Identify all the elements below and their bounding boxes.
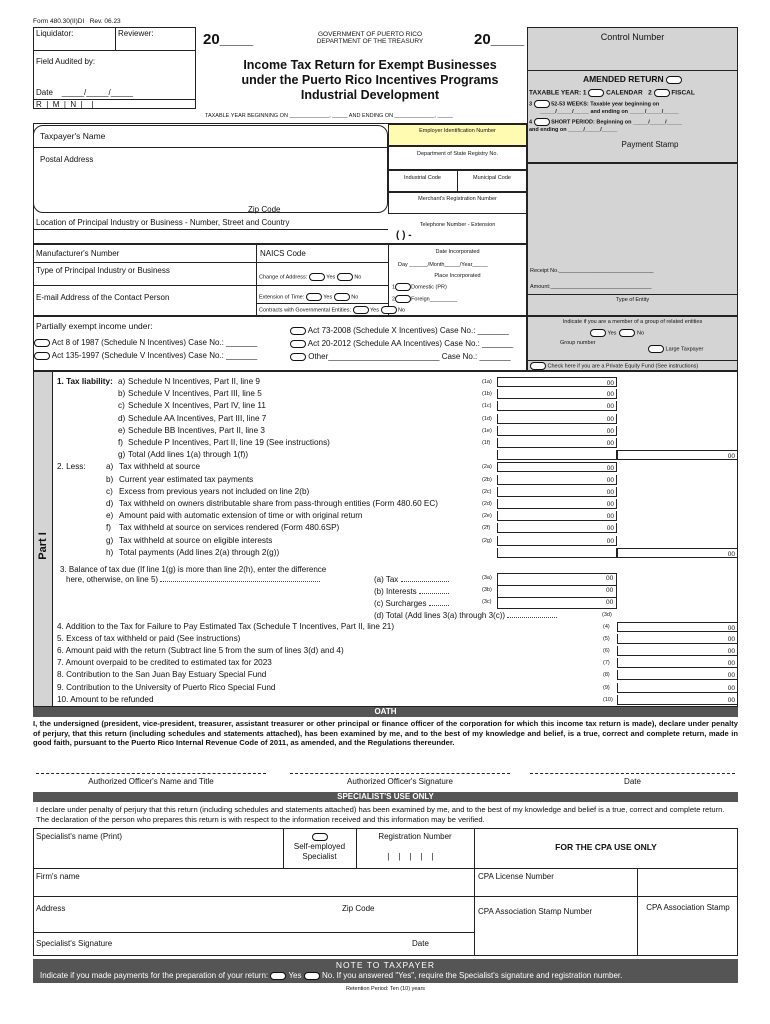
cents-label: 00 [727, 648, 735, 656]
private-equity-option: Check here if you are a Private Equity Fund (See instructions) [530, 362, 698, 370]
amount-field[interactable] [497, 475, 617, 485]
cents-label: 00 [606, 415, 614, 423]
amended-return: AMENDED RETURN [527, 74, 738, 84]
cents-label: 00 [606, 488, 614, 496]
payment-stamp-label: Payment Stamp [621, 140, 679, 149]
line-sub-label: d) [106, 499, 114, 508]
short-period-dates: and ending on _____/_____/_____ [529, 127, 618, 133]
total-amount-field[interactable] [617, 548, 738, 558]
line-text: Tax withheld at source [119, 462, 201, 472]
amount-field[interactable] [497, 438, 617, 448]
group-yes[interactable] [590, 329, 606, 337]
line-text: Total payments (Add lines 2(a) through 2(g)) [119, 547, 280, 557]
line-sub-label: f) [118, 438, 124, 447]
line-ref: (2e) [482, 513, 492, 520]
line-sub-label: f) [106, 523, 112, 533]
note-no-checkbox[interactable] [304, 972, 320, 980]
line-sub-label: e) [106, 511, 114, 521]
ref-3a: (3a) [482, 575, 492, 581]
tax-line-row [0, 658, 770, 668]
short-period-option: 4 SHORT PERIOD: Beginning on _____/_____/_____ [529, 119, 682, 126]
cents-label: 00 [606, 427, 614, 435]
cents-label: 00 [727, 660, 735, 668]
telephone-label: Telephone Number - Extension [419, 222, 496, 228]
officer-signature-label: Authorized Officer's Signature [347, 777, 453, 786]
naics-label: NAICS Code [260, 249, 306, 258]
tax-line-row [0, 634, 770, 644]
extension-no[interactable] [334, 293, 350, 301]
line-ref: (9) [603, 684, 610, 691]
extension-yes[interactable] [306, 293, 322, 301]
taxpayer-name-label: Taxpayer's Name [40, 131, 106, 141]
line3-text1: 3. Balance of tax due (If line 1(g) is more than line 2(h), enter the difference [60, 565, 327, 574]
type-entity-label: Type of Entity [615, 297, 650, 303]
amount-field[interactable] [497, 426, 617, 436]
cents-label: 00 [727, 636, 735, 644]
subtotal-spacer [497, 548, 617, 558]
line-sub-label: c) [106, 486, 113, 496]
line-ref: (2b) [482, 476, 492, 483]
tax-line-row [0, 683, 770, 693]
cents-label: 00 [606, 403, 614, 411]
line-text: Total (Add lines 1(a) through 1(f)) [128, 450, 249, 460]
line3c: (c) Surcharges [374, 599, 449, 608]
municipal-code-label: Municipal Code [473, 175, 511, 181]
act73-option: Act 73-2008 (Schedule X Incentives) Case No.: _______ [290, 326, 509, 335]
amount-field[interactable] [617, 658, 738, 668]
cents-label: 00 [606, 391, 614, 399]
amount-field[interactable] [497, 523, 617, 533]
cents-label: 00 [606, 501, 614, 508]
year-left: 20____ [203, 31, 254, 48]
line-text: Schedule AA Incentives, Part III, line 7 [128, 413, 267, 423]
line-ref: (1d) [482, 415, 492, 422]
specialist-zip-label: Zip Code [342, 904, 375, 913]
act8-option: Act 8 of 1987 (Schedule N Incentives) Case No.: _______ [34, 338, 257, 347]
manufacturer-label: Manufacturer's Number [36, 249, 120, 258]
cents-label: 00 [727, 672, 735, 680]
line-ref: (1e) [482, 427, 492, 434]
address-label: Address [36, 904, 66, 913]
cents-label: 00 [727, 684, 735, 692]
location-label: Location of Principal Industry or Business - Number, Street and Country [36, 218, 290, 227]
other-checkbox[interactable] [290, 353, 306, 361]
line-text: Schedule P Incentives, Part II, line 19 (See instructions) [128, 438, 330, 447]
large-taxpayer-option: Large Taxpayer [648, 345, 703, 353]
line-ref: (6) [603, 648, 610, 655]
line3a: (a) Tax [374, 575, 449, 584]
form-title: Income Tax Return for Exempt Businesses under the Puerto Rico Incentives Programs Industrial Development [241, 58, 499, 102]
ref-3d: (3d) [602, 612, 612, 618]
line3d: (d) Total (Add lines 3(a) through 3(c)) [374, 611, 557, 620]
amount-field[interactable] [497, 414, 617, 424]
tax-line-row [0, 389, 770, 399]
group-member-label: Indicate if you are a member of a group of related entities [562, 319, 703, 325]
liquidator-label: Liquidator: [36, 29, 74, 38]
line-number-label: 1. Tax liability: [57, 377, 113, 386]
cents-label: 00 [727, 696, 735, 704]
tax-line-row [0, 622, 770, 632]
amount-field[interactable] [497, 499, 617, 509]
calendar-checkbox[interactable] [588, 89, 604, 97]
amount-field[interactable] [617, 646, 738, 656]
place-incorporated-label: Place Incorporated [434, 273, 481, 279]
line-text: 6. Amount paid with the return (Subtract line 5 from the sum of lines 3(d) and 4) [57, 646, 344, 656]
line3-amount-box[interactable] [497, 573, 617, 609]
zip-code-label: Zip Code [248, 205, 281, 214]
cpa-stamp-number-label: CPA Association Stamp Number [478, 907, 593, 916]
tax-line-row [0, 646, 770, 656]
cents-label: 00 [606, 440, 614, 447]
tax-line-row [0, 475, 770, 485]
change-address-no[interactable] [337, 273, 353, 281]
tax-line-row [0, 499, 770, 509]
postal-address-label: Postal Address [40, 155, 94, 164]
line-text: Schedule V Incentives, Part III, line 5 [128, 389, 262, 399]
line-sub-label: c) [118, 401, 125, 411]
control-number-label: Control Number [600, 32, 665, 42]
specialist-signature-label: Specialist's Signature [36, 939, 113, 948]
note-title: NOTE TO TAXPAYER [335, 960, 436, 970]
line-sub-label: g) [118, 450, 126, 460]
part-i-label: Part I [37, 532, 49, 560]
oath-date-label: Date [624, 777, 641, 786]
ref-3b: (3b) [482, 587, 492, 593]
tax-line-row [0, 426, 770, 436]
amount-field[interactable] [497, 487, 617, 497]
taxable-year-line: TAXABLE YEAR BEGINNING ON _____________, _____ AND ENDING ON _____________, _____ [205, 113, 453, 119]
line-sub-label: b) [118, 389, 126, 399]
line-text: 5. Excess of tax withheld or paid (See instructions) [57, 634, 241, 644]
registration-field[interactable]: ||||| [387, 852, 443, 861]
line-sub-label: d) [118, 413, 126, 423]
cents-label: 00 [606, 537, 614, 545]
cpa-license-label: CPA License Number [478, 872, 554, 881]
contracts-yes[interactable] [353, 306, 369, 314]
cents-label: 00 [727, 550, 735, 558]
line-text: Schedule X Incentives, Part IV, line 11 [128, 401, 266, 411]
line-ref: (1a) [482, 379, 492, 385]
line-ref: (2f) [482, 525, 491, 532]
private-equity-checkbox[interactable] [530, 362, 546, 370]
telephone-field[interactable]: ( ) - [396, 230, 412, 241]
ref-3c: (3c) [482, 599, 492, 605]
large-taxpayer-checkbox[interactable] [648, 345, 664, 353]
line-sub-label: h) [106, 547, 114, 557]
line-ref: (2c) [482, 488, 492, 495]
amount-field[interactable] [617, 622, 738, 632]
taxable-year-options: TAXABLE YEAR: 1 CALENDAR 2 FISCAL [529, 89, 695, 97]
group-no[interactable] [619, 329, 635, 337]
line-sub-label: a) [106, 462, 114, 472]
oath-text: I, the undersigned (president, vice-president, treasurer, assistant treasurer or other principal or finance officer of the corporation for which this income tax return is made), declare under penalty of perjury, that this return (including schedules and statements attached), has been examined by me, and to the best of my knowledge and belief, is a true, correct and complete return, made in good faith, pursuant to the Puerto Rico Internal Revenue Code of 2011, as amended, and the Regulations thereunder. [33, 719, 738, 747]
tax-line-row [0, 377, 770, 387]
tax-line-row [0, 523, 770, 533]
cpa-use-title: FOR THE CPA USE ONLY [555, 842, 657, 852]
email-label: E-mail Address of the Contact Person [36, 293, 170, 302]
act8-checkbox[interactable] [34, 339, 50, 347]
line-text: Schedule N Incentives, Part II, line 9 [128, 377, 260, 386]
line-ref: (7) [603, 660, 610, 667]
reviewer-label: Reviewer: [118, 29, 154, 38]
dsr-label: Department of State Registry No. [416, 151, 498, 157]
tax-line-row [0, 450, 770, 460]
fiscal-checkbox[interactable] [654, 89, 670, 97]
oath-title: OATH [374, 707, 397, 716]
line-ref: (1b) [482, 391, 492, 398]
line-sub-label: b) [106, 474, 114, 484]
act135-checkbox[interactable] [34, 352, 50, 360]
group-member-options: Yes No [590, 329, 644, 337]
cents-label: 00 [606, 513, 614, 521]
date-label: Date _____/_____/_____ [36, 88, 133, 97]
amount-label: Amount:_________________________________ [530, 284, 652, 290]
amount-field[interactable] [617, 683, 738, 693]
line-text: 10. Amount to be refunded [57, 694, 154, 704]
act20-checkbox[interactable] [290, 340, 306, 348]
tax-line-row [0, 511, 770, 521]
form-id: Form 480.30(II)DI Rev. 06.23 [33, 18, 121, 25]
line-text: Schedule BB Incentives, Part II, line 3 [128, 425, 265, 435]
line-text: 9. Contribution to the University of Puerto Rico Special Fund [57, 682, 276, 692]
weeks-dates: _____/_____/_____ and ending on _____/_____/_____ [540, 109, 679, 115]
amount-field[interactable] [617, 695, 738, 705]
cents-label: 00 [606, 465, 614, 473]
line-text: Excess from previous years not included on line 2(b) [119, 486, 310, 496]
cents-label: 00 [606, 525, 614, 533]
line-text: 8. Contribution to the San Juan Bay Estuary Special Fund [57, 670, 267, 680]
line3-text2: here, otherwise, on line 5) [66, 575, 320, 584]
receipt-label: Receipt No._______________________________ [530, 268, 654, 274]
act73-checkbox[interactable] [290, 327, 306, 335]
line-text: Amount paid with automatic extension of time or with original return [119, 511, 363, 521]
line-ref: (10) [603, 696, 613, 703]
self-employed-option: Self-employed Specialist [283, 832, 356, 862]
amount-field[interactable] [497, 389, 617, 399]
cents-3b: 00 [606, 587, 614, 594]
line-ref: (2a) [482, 464, 492, 471]
line-ref: (2g) [482, 537, 492, 544]
foreign-option: 2 Foreign_________ [392, 296, 458, 303]
line-ref: (2d) [482, 501, 492, 507]
amount-field[interactable] [497, 536, 617, 546]
field-audited-label: Field Audited by: [36, 57, 96, 66]
weeks-option: 3 52-53 WEEKS: Taxable year beginning on [529, 101, 660, 108]
act135-option: Act 135-1997 (Schedule V Incentives) Case No.: _______ [34, 351, 257, 360]
line-sub-label: g) [106, 535, 114, 545]
self-employed-checkbox[interactable] [312, 833, 328, 841]
note-text: Indicate if you made payments for the preparation of your return: Yes No. If you answered "Yes", require the Specialist's signature and registration number. [40, 971, 623, 980]
date-incorporated-field[interactable]: Day ______/Month_____/Year_____ [398, 262, 488, 268]
tax-line-row [0, 670, 770, 680]
date-incorporated-label: Date Incorporated [435, 249, 480, 255]
amended-return-checkbox[interactable] [666, 76, 682, 84]
cents-3a: 00 [606, 575, 614, 582]
line-ref: (1f) [482, 440, 491, 446]
tax-line-row [0, 401, 770, 411]
total-amount-field[interactable] [617, 450, 738, 460]
domestic-checkbox[interactable] [395, 283, 411, 291]
tax-line-row [0, 548, 770, 558]
tax-line-row [0, 438, 770, 448]
cents-3c: 00 [606, 599, 614, 606]
contracts-gov: Contracts with Governmental Entities: Yes No [259, 307, 406, 314]
group-number-label: Group number [560, 340, 596, 346]
other-option: Other_________________________ Case No.: _______ [290, 352, 511, 361]
subtotal-spacer [497, 450, 617, 460]
line-ref: (1c) [482, 403, 492, 410]
line-text: 4. Addition to the Tax for Failure to Pay Estimated Tax (Schedule T Incentives, Part II, line 21) [57, 622, 395, 631]
specialist-title: SPECIALIST'S USE ONLY [337, 792, 434, 801]
cents-label: 00 [727, 453, 735, 461]
tax-line-row [0, 487, 770, 497]
line-text: Tax withheld at source on services rendered (Form 480.6SP) [119, 523, 340, 533]
partial-exempt-label: Partially exempt income under: [36, 321, 153, 331]
line-ref: (4) [603, 624, 610, 630]
cents-label: 00 [727, 625, 735, 632]
rmn-boxes: R | M | N | | [36, 100, 94, 109]
line-number-label: 2. Less: [57, 462, 86, 472]
line-text: Tax withheld at source on eligible interests [119, 535, 273, 545]
act20-option: Act 20-2012 (Schedule AA Incentives) Case No.: _______ [290, 339, 513, 348]
change-address: Change of Address: Yes No [259, 274, 362, 281]
tax-line-row [0, 462, 770, 472]
amount-field[interactable] [497, 401, 617, 411]
foreign-checkbox[interactable] [395, 295, 411, 303]
line-ref: (5) [603, 636, 610, 643]
amount-field[interactable] [497, 511, 617, 521]
dsr-box [388, 146, 527, 170]
tax-line-row [0, 536, 770, 546]
firm-name-label: Firm's name [36, 872, 80, 881]
industrial-code-label: Industrial Code [404, 175, 441, 181]
tax-line-row [0, 414, 770, 424]
short-period-checkbox[interactable] [534, 118, 550, 126]
line-text: Tax withheld on owners distributable share from pass-through entities (Form 480.60 EC) [119, 499, 439, 508]
line-ref: (8) [603, 672, 610, 679]
merchant-label: Merchant's Registration Number [418, 196, 497, 202]
registration-label: Registration Number [378, 832, 452, 841]
ein-label: Employer Identification Number [419, 128, 496, 134]
type-principal-label: Type of Principal Industry or Business [36, 266, 170, 275]
government-heading: GOVERNMENT OF PUERTO RICO DEPARTMENT OF THE TREASURY [316, 31, 424, 45]
amount-field[interactable] [497, 462, 617, 472]
amount-field[interactable] [617, 634, 738, 644]
year-right: 20____ [474, 31, 525, 48]
domestic-option: 1 Domestic (PR) [392, 284, 447, 291]
cents-label: 00 [606, 476, 614, 484]
line-sub-label: a) [118, 377, 126, 386]
specialist-text: I declare under penalty of perjury that this return (including schedules and statements attached) has been examined by me, and to the best of my knowledge and belief is a true, correct and complete return. The declaration of the person who prepares this return is with respect to the information received and this information may be verified. [36, 805, 725, 824]
line3b: (b) Interests [374, 587, 449, 596]
weeks-checkbox[interactable] [534, 100, 550, 108]
specialist-name-label: Specialist's name (Print) [36, 832, 122, 841]
tax-line-row [0, 695, 770, 705]
line-text: Current year estimated tax payments [119, 474, 254, 484]
cents-label: 00 [606, 380, 614, 387]
change-address-yes[interactable] [309, 273, 325, 281]
extension-time: Extension of Time: Yes No [259, 294, 359, 301]
amount-field[interactable] [497, 377, 617, 387]
retention-period: Retention Period: Ten (10) years [345, 986, 426, 992]
line-text: 7. Amount overpaid to be credited to estimated tax for 2023 [57, 658, 272, 668]
line-sub-label: e) [118, 425, 126, 435]
note-yes-checkbox[interactable] [270, 972, 286, 980]
officer-name-label: Authorized Officer's Name and Title [88, 777, 214, 786]
specialist-date-label: Date [412, 939, 429, 948]
contracts-no[interactable] [381, 306, 397, 314]
cpa-assoc-stamp-label: CPA Association Stamp [646, 903, 730, 912]
amount-field[interactable] [617, 670, 738, 680]
